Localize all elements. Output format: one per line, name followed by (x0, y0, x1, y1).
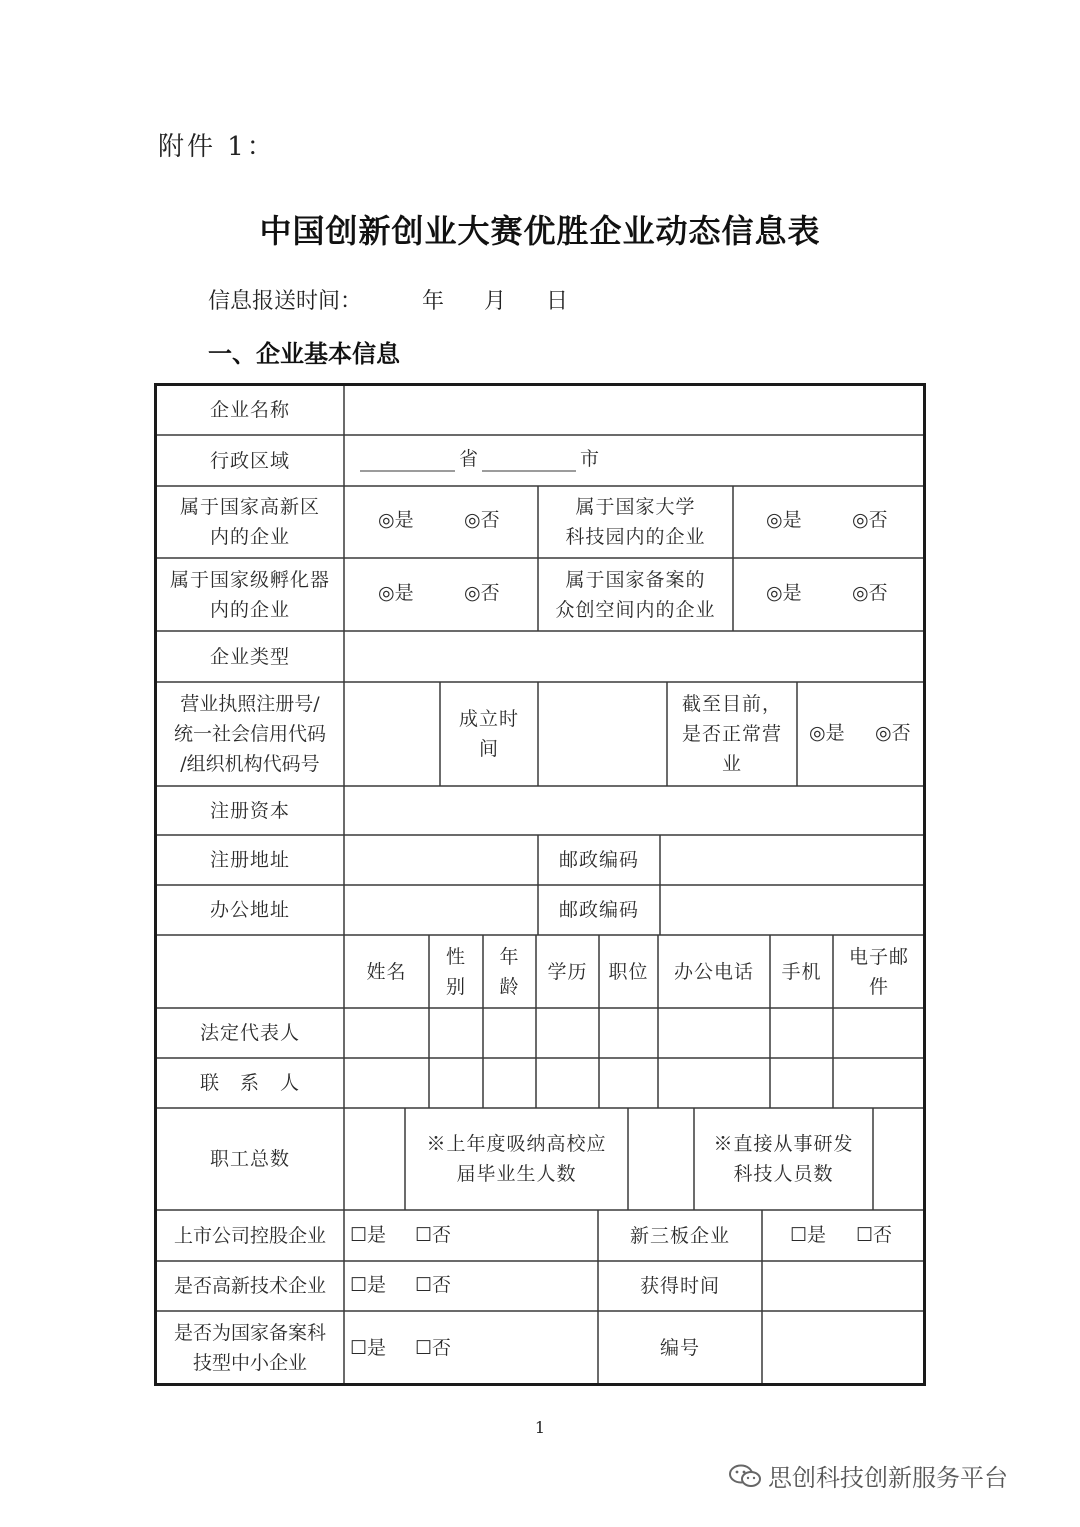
region-label: 行政区域 (209, 449, 290, 472)
col-mobile: 手机 (781, 960, 822, 983)
hightech-label: 是否高新技术企业 (173, 1275, 326, 1297)
office-postcode-label: 邮政编码 (558, 899, 639, 921)
company-type-label: 企业类型 (209, 645, 290, 668)
col-position: 职位 (608, 960, 649, 983)
operating-yes[interactable]: ◎是 (809, 722, 845, 744)
col-gender: 性 别 (445, 945, 466, 998)
univ-park-yes[interactable]: ◎是 (766, 509, 802, 531)
page-title: 中国创新创业大赛优胜企业动态信息表 (259, 212, 821, 250)
year-label: 年 (422, 289, 445, 314)
incubator-yes[interactable]: ◎是 (378, 582, 414, 604)
maker-space-no[interactable]: ◎否 (852, 582, 888, 604)
watermark (728, 1458, 1008, 1493)
sme-label: 是否为国家备案科 技型中小企业 (173, 1321, 326, 1374)
neeq-no[interactable]: ☐否 (856, 1224, 893, 1246)
hightech-zone-label: 属于国家高新区 内的企业 (179, 496, 320, 548)
reg-postcode-label: 邮政编码 (558, 849, 639, 871)
number-label: 编号 (659, 1336, 700, 1359)
hightech-yes[interactable]: ☐是 (350, 1274, 387, 1296)
staff-label: 职工总数 (209, 1148, 290, 1170)
col-age: 年 龄 (499, 945, 520, 998)
attachment-label: 附件 1： (158, 132, 276, 162)
listed-label: 上市公司控股企业 (173, 1224, 326, 1247)
sme-yes[interactable]: ☐是 (350, 1337, 387, 1359)
graduates-label: ※上年度吸纳高校应 届毕业生人数 (426, 1133, 607, 1185)
hightech-no[interactable]: ☐否 (415, 1274, 452, 1296)
reg-address-label: 注册地址 (209, 849, 290, 871)
hightech-zone-no[interactable]: ◎否 (464, 509, 500, 531)
province-label: 省 (459, 448, 479, 470)
hightech-zone-yes[interactable]: ◎是 (378, 509, 414, 531)
rd-staff-label: ※直接从事研发 科技人员数 (713, 1133, 854, 1185)
univ-park-label: 属于国家大学 科技园内的企业 (565, 496, 706, 548)
incubator-label: 属于国家级孵化器 内的企业 (169, 568, 330, 621)
founded-label: 成立时 间 (458, 708, 519, 760)
legal-rep-label: 法定代表人 (199, 1022, 300, 1044)
neeq-label: 新三板企业 (629, 1224, 730, 1247)
col-email: 电子邮 件 (848, 945, 909, 998)
watermark-text: 思创科技创新服务平台 (768, 1464, 1008, 1492)
listed-yes[interactable]: ☐是 (350, 1224, 387, 1246)
company-name-label: 企业名称 (209, 399, 290, 421)
capital-label: 注册资本 (209, 799, 290, 822)
section-heading: 一、企业基本信息 (208, 340, 400, 368)
maker-space-yes[interactable]: ◎是 (766, 582, 802, 604)
report-date-label: 信息报送时间： (208, 289, 363, 314)
sme-no[interactable]: ☐否 (415, 1337, 452, 1359)
operating-no[interactable]: ◎否 (875, 722, 911, 744)
col-office-phone: 办公电话 (673, 960, 754, 983)
listed-no[interactable]: ☐否 (415, 1224, 452, 1246)
month-label: 月 (484, 289, 507, 314)
day-label: 日 (546, 289, 569, 314)
city-label: 市 (580, 448, 600, 470)
col-education: 学历 (547, 960, 588, 983)
wechat-icon (728, 1464, 762, 1488)
col-name: 姓名 (366, 960, 407, 983)
maker-space-label: 属于国家备案的 众创空间内的企业 (555, 568, 716, 621)
contact-label: 联 系 人 (199, 1072, 300, 1094)
univ-park-no[interactable]: ◎否 (852, 509, 888, 531)
obtained-time-label: 获得时间 (639, 1275, 720, 1297)
operating-label: 截至目前， 是否正常营 业 (681, 693, 782, 775)
office-address-label: 办公地址 (209, 899, 290, 921)
neeq-yes[interactable]: ☐是 (790, 1224, 827, 1246)
license-label: 营业执照注册号/ 统一社会信用代码 /组织机构代码号 (173, 693, 326, 775)
page-number: 1 (534, 1418, 546, 1437)
incubator-no[interactable]: ◎否 (464, 582, 500, 604)
